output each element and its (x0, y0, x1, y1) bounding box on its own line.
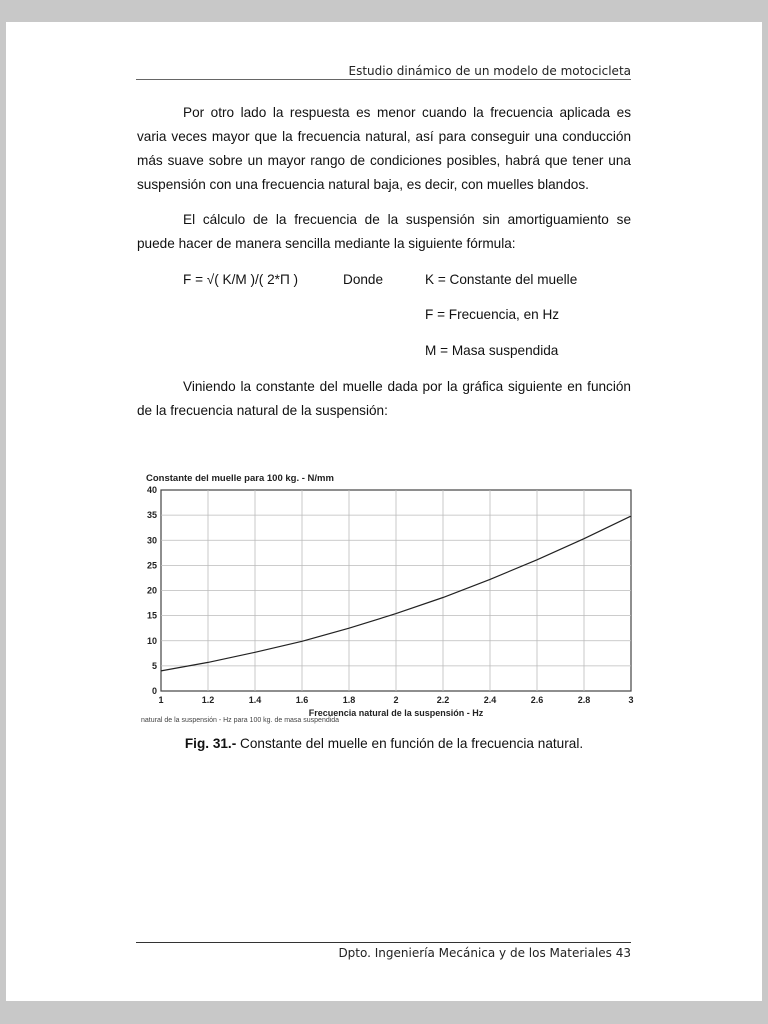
formula-def-f: F = Frecuencia, en Hz (425, 307, 560, 322)
x-tick-label: 1.6 (295, 695, 309, 705)
x-tick-labels (158, 695, 633, 705)
x-tick-label: 1 (158, 695, 164, 705)
x-tick-label: 2 (393, 695, 399, 705)
x-tick-label: 1.2 (201, 695, 215, 705)
header-rule (136, 79, 631, 80)
y-tick-labels (147, 485, 157, 696)
formula-donde: Donde (343, 272, 384, 287)
y-tick-label: 40 (146, 485, 157, 495)
chart-title: Constante del muelle para 100 kg. - N/mm (146, 473, 334, 484)
x-tick-label: 1.8 (342, 695, 356, 705)
y-tick-label: 5 (151, 660, 157, 671)
x-tick-label: 2.2 (436, 695, 450, 705)
caption-label: Fig. 31.- (184, 736, 237, 751)
x-tick-label: 2.8 (577, 695, 591, 705)
y-tick-label: 0 (151, 686, 157, 696)
x-axis-label: Frecuencia natural de la suspensión - Hz (308, 708, 484, 718)
x-tick-label: 2.6 (530, 695, 544, 705)
figure-caption (137, 736, 631, 751)
y-tick-label: 35 (146, 510, 157, 521)
footer-rule (136, 942, 631, 943)
caption-text: Constante del muelle en función de la frecuencia natural. (236, 736, 584, 751)
x-tick-label: 1.4 (248, 695, 262, 705)
paragraph-1: Por otro lado la respuesta es menor cuando la frecuencia aplicada es varia veces mayor que la frecuencia natural, así para conseguir una conducción más suave sobre un mayor rango de condiciones posibles, habrá que tener una suspensión con una frecuencia natural baja, es decir, con muelles blandos. (137, 105, 631, 192)
paragraph-2: El cálculo de la frecuencia de la suspensión sin amortiguamiento se puede hacer de manera sencilla mediante la siguiente fórmula: (137, 212, 631, 251)
x-tick-label: 2.4 (483, 695, 497, 705)
formula-def-m: M = Masa suspendida (425, 343, 559, 358)
y-tick-label: 25 (146, 560, 157, 571)
y-tick-label: 30 (146, 535, 157, 546)
formula-def-k: K = Constante del muelle (425, 272, 578, 287)
chart-svg (137, 468, 634, 724)
formula-expression: F = √( K/M )/( 2*Π ) (183, 272, 299, 287)
running-footer: Dpto. Ingeniería Mecánica y de los Materiales 43 (338, 946, 631, 960)
y-tick-label: 15 (146, 610, 157, 621)
y-tick-label: 20 (146, 585, 157, 596)
chart-bottom-cutoff-text: natural de la suspensión - Hz para 100 kg. de masa suspendida (141, 717, 340, 724)
x-tick-label: 3 (628, 695, 634, 705)
running-header: Estudio dinámico de un modelo de motocicleta (348, 64, 631, 78)
grid-layer (161, 490, 631, 691)
paragraph-3: Viniendo la constante del muelle dada por la gráfica siguiente en función de la frecuencia natural de la suspensión: (137, 379, 631, 418)
document-page (6, 22, 762, 1001)
y-tick-label: 10 (146, 635, 157, 646)
spring-constant-chart (137, 468, 634, 724)
